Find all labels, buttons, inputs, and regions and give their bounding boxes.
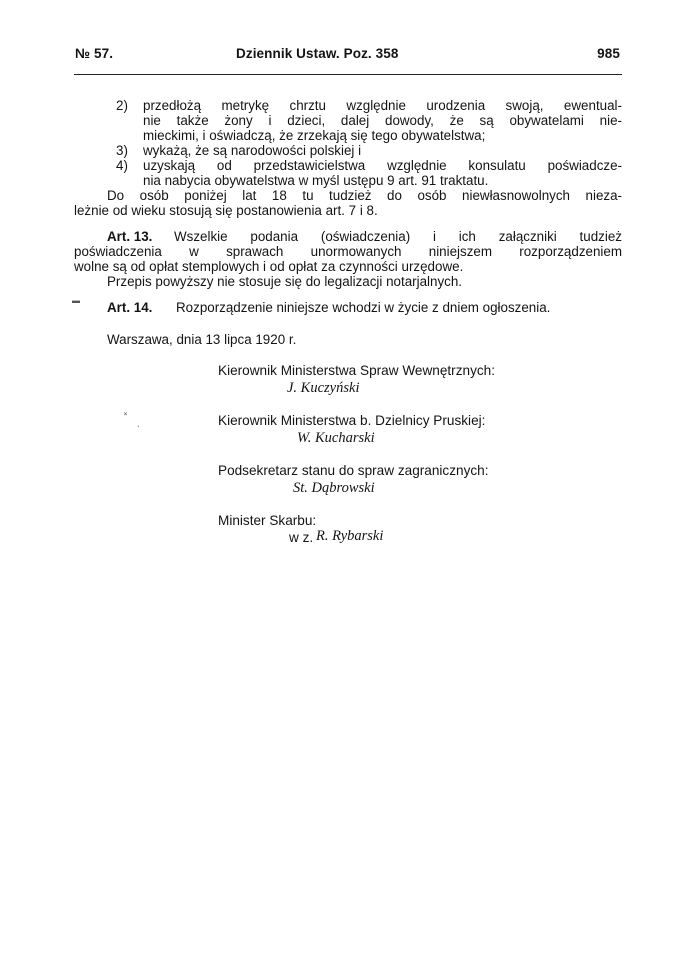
- art-13-line-4: Przepis powyższy nie stosuje się do legalizacji notarjalnych.: [107, 274, 463, 289]
- journal-title: Dziennik Ustaw. Poz. 358: [236, 46, 399, 61]
- date-line: Warszawa, dnia 13 lipca 1920 r.: [107, 332, 297, 347]
- art-14-text: Rozporządzenie niniejsze wchodzi w życie z dniem ogłoszenia.: [176, 300, 551, 315]
- scan-speck: ˎ: [137, 417, 140, 427]
- signature-4-prefix: w z.: [289, 530, 314, 545]
- signature-3-title: Podsekretarz stanu do spraw zagranicznych:: [218, 463, 489, 478]
- item-3-number: 3): [116, 143, 128, 158]
- item-4-number: 4): [116, 158, 128, 173]
- signature-4-name: R. Rybarski: [316, 528, 384, 544]
- item-3-text: wykażą, że są narodowości polskiej i: [143, 143, 362, 158]
- signature-2-title: Kierownik Ministerstwa b. Dzielnicy Pruskiej:: [218, 413, 486, 428]
- item-4-line-2: nia nabycia obywatelstwa w myśl ustępu 9 art. 91 traktatu.: [143, 173, 489, 188]
- header-rule: [74, 74, 622, 75]
- signature-1-name: J. Kuczyński: [287, 380, 360, 396]
- signature-2-name: W. Kucharski: [297, 430, 375, 446]
- art-13-line-3: wolne są od opłat stemplowych i od opłat za czynności urzędowe.: [74, 259, 464, 274]
- scan-speck: ˟: [124, 411, 127, 421]
- minors-line-1: Do osób poniżej lat 18 tu tudzież do osób niewłasnowolnych nieza-: [107, 188, 622, 203]
- page-number: 985: [597, 46, 620, 61]
- minors-line-2: leżnie od wieku stosują się postanowienia art. 7 i 8.: [74, 203, 378, 218]
- item-2-line-1: przedłożą metrykę chrztu względnie urodzenia swoją, ewentual-: [143, 98, 622, 113]
- art-13-label: Art. 13.: [107, 229, 153, 244]
- scan-speck: ▬: [72, 296, 80, 305]
- art-13-line-2: poświadczenia w sprawach unormowanych niniejszem rozporządzeniem: [74, 244, 622, 259]
- item-4-line-1: uzyskają od przedstawicielstwa względnie konsulatu poświadcze-: [143, 158, 622, 173]
- item-2-line-3: mieckimi, i oświadczą, że zrzekają się tego obywatelstwa;: [143, 128, 486, 143]
- page-header: [75, 46, 620, 68]
- item-2-number: 2): [116, 98, 128, 113]
- journal-number: № 57.: [75, 46, 114, 61]
- art-13-line-1: Wszelkie podania (oświadczenia) i ich załączniki tudzież: [174, 229, 622, 244]
- signature-1-title: Kierownik Ministerstwa Spraw Wewnętrznych:: [218, 363, 495, 378]
- item-2-line-2: nie także żony i dzieci, dalej dowody, że są obywatelami nie-: [143, 113, 622, 128]
- signature-3-name: St. Dąbrowski: [293, 480, 375, 496]
- art-14-label: Art. 14.: [107, 300, 153, 315]
- signature-4-title: Minister Skarbu:: [218, 513, 317, 528]
